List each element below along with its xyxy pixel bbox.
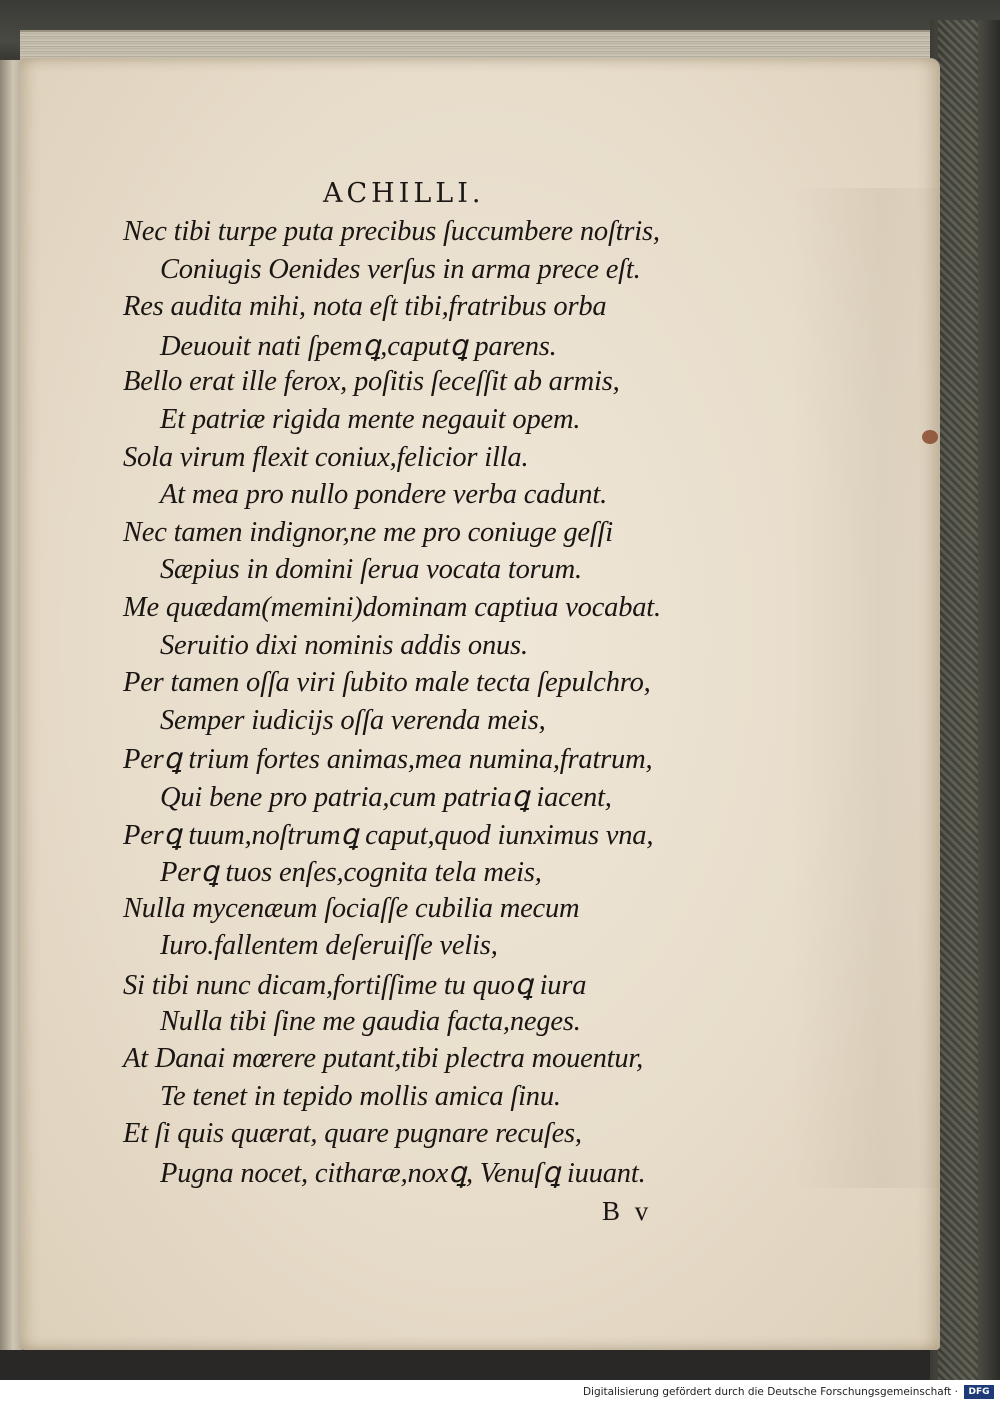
verse-line: Nec tibi turpe puta precibus ſuccumbere noſtris, <box>123 216 660 247</box>
ink-stain <box>922 430 938 444</box>
book-page <box>20 58 940 1350</box>
dfg-logo: DFG <box>964 1385 994 1399</box>
verse-line: Sola virum flexit coniux,felicior illa. <box>123 441 529 473</box>
verse-line: Deuouit nati ſpemꝗ,caputꝗ parens. <box>160 330 557 362</box>
verse-line: Nulla mycenæum ſociaſſe cubilia mecum <box>123 892 580 924</box>
verse-line: Nulla tibi ſine me gaudia facta,neges. <box>160 1005 581 1037</box>
verse-line: Perꝗ tuum,noſtrumꝗ caput,quod iunximus vna, <box>123 819 654 851</box>
book-cover-right <box>930 20 1000 1380</box>
verse-line: Perꝗ tuos enſes,cognita tela meis, <box>160 857 542 889</box>
show-through-shadow <box>790 188 940 1188</box>
funding-credit: Digitalisierung gefördert durch die Deutsche Forschungsgemeinschaft · <box>582 1386 958 1398</box>
verse-line: Semper iudicijs oſſa verenda meis, <box>160 704 546 736</box>
verse-line: At mea pro nullo pondere verba cadunt. <box>160 479 607 511</box>
verse-line: Nec tamen indignor,ne me pro coniuge geſſi <box>123 516 613 548</box>
verse-line: Perꝗ trium fortes animas,mea numina,fratrum, <box>123 744 653 776</box>
verse-line: Iuro.fallentem deſeruiſſe velis, <box>160 930 498 962</box>
verse-line: Sæpius in domini ſerua vocata torum. <box>160 554 582 586</box>
verse-line: Res audita mihi, nota eſt tibi,fratribus orba <box>123 291 607 323</box>
verse-line: Qui bene pro patria,cum patriaꝗ iacent, <box>160 782 612 813</box>
signature-mark: B v <box>602 1196 653 1226</box>
verse-line: Bello erat ille ferox, poſitis ſeceſſit ab armis, <box>123 366 620 398</box>
verse-line: Coniugis Oenides verſus in arma prece eſt. <box>160 253 641 285</box>
verse-line: Si tibi nunc dicam,fortiſſime tu quoꝗ iura <box>123 970 587 1001</box>
verse-line: Me quædam(memini)dominam captiua vocabat. <box>123 592 661 623</box>
verse-line: Et ſi quis quærat, quare pugnare recuſes, <box>123 1118 582 1150</box>
verse-line: Pugna nocet, citharæ,noxꝗ, Venuſꝗ iuuant. <box>160 1158 646 1189</box>
facing-page-edge <box>0 60 22 1350</box>
verse-line: Et patriæ rigida mente negauit opem. <box>160 404 581 435</box>
verse-line: Per tamen oſſa viri ſubito male tecta ſepulchro, <box>123 667 651 699</box>
running-head: ACHILLI. <box>323 178 485 209</box>
footer-bar <box>0 1380 1000 1404</box>
verse-line: Seruitio dixi nominis addis onus. <box>160 629 528 661</box>
verse-line: At Danai mœrere putant,tibi plectra mouentur, <box>123 1043 644 1075</box>
verse-line: Te tenet in tepido mollis amica ſinu. <box>160 1080 561 1112</box>
